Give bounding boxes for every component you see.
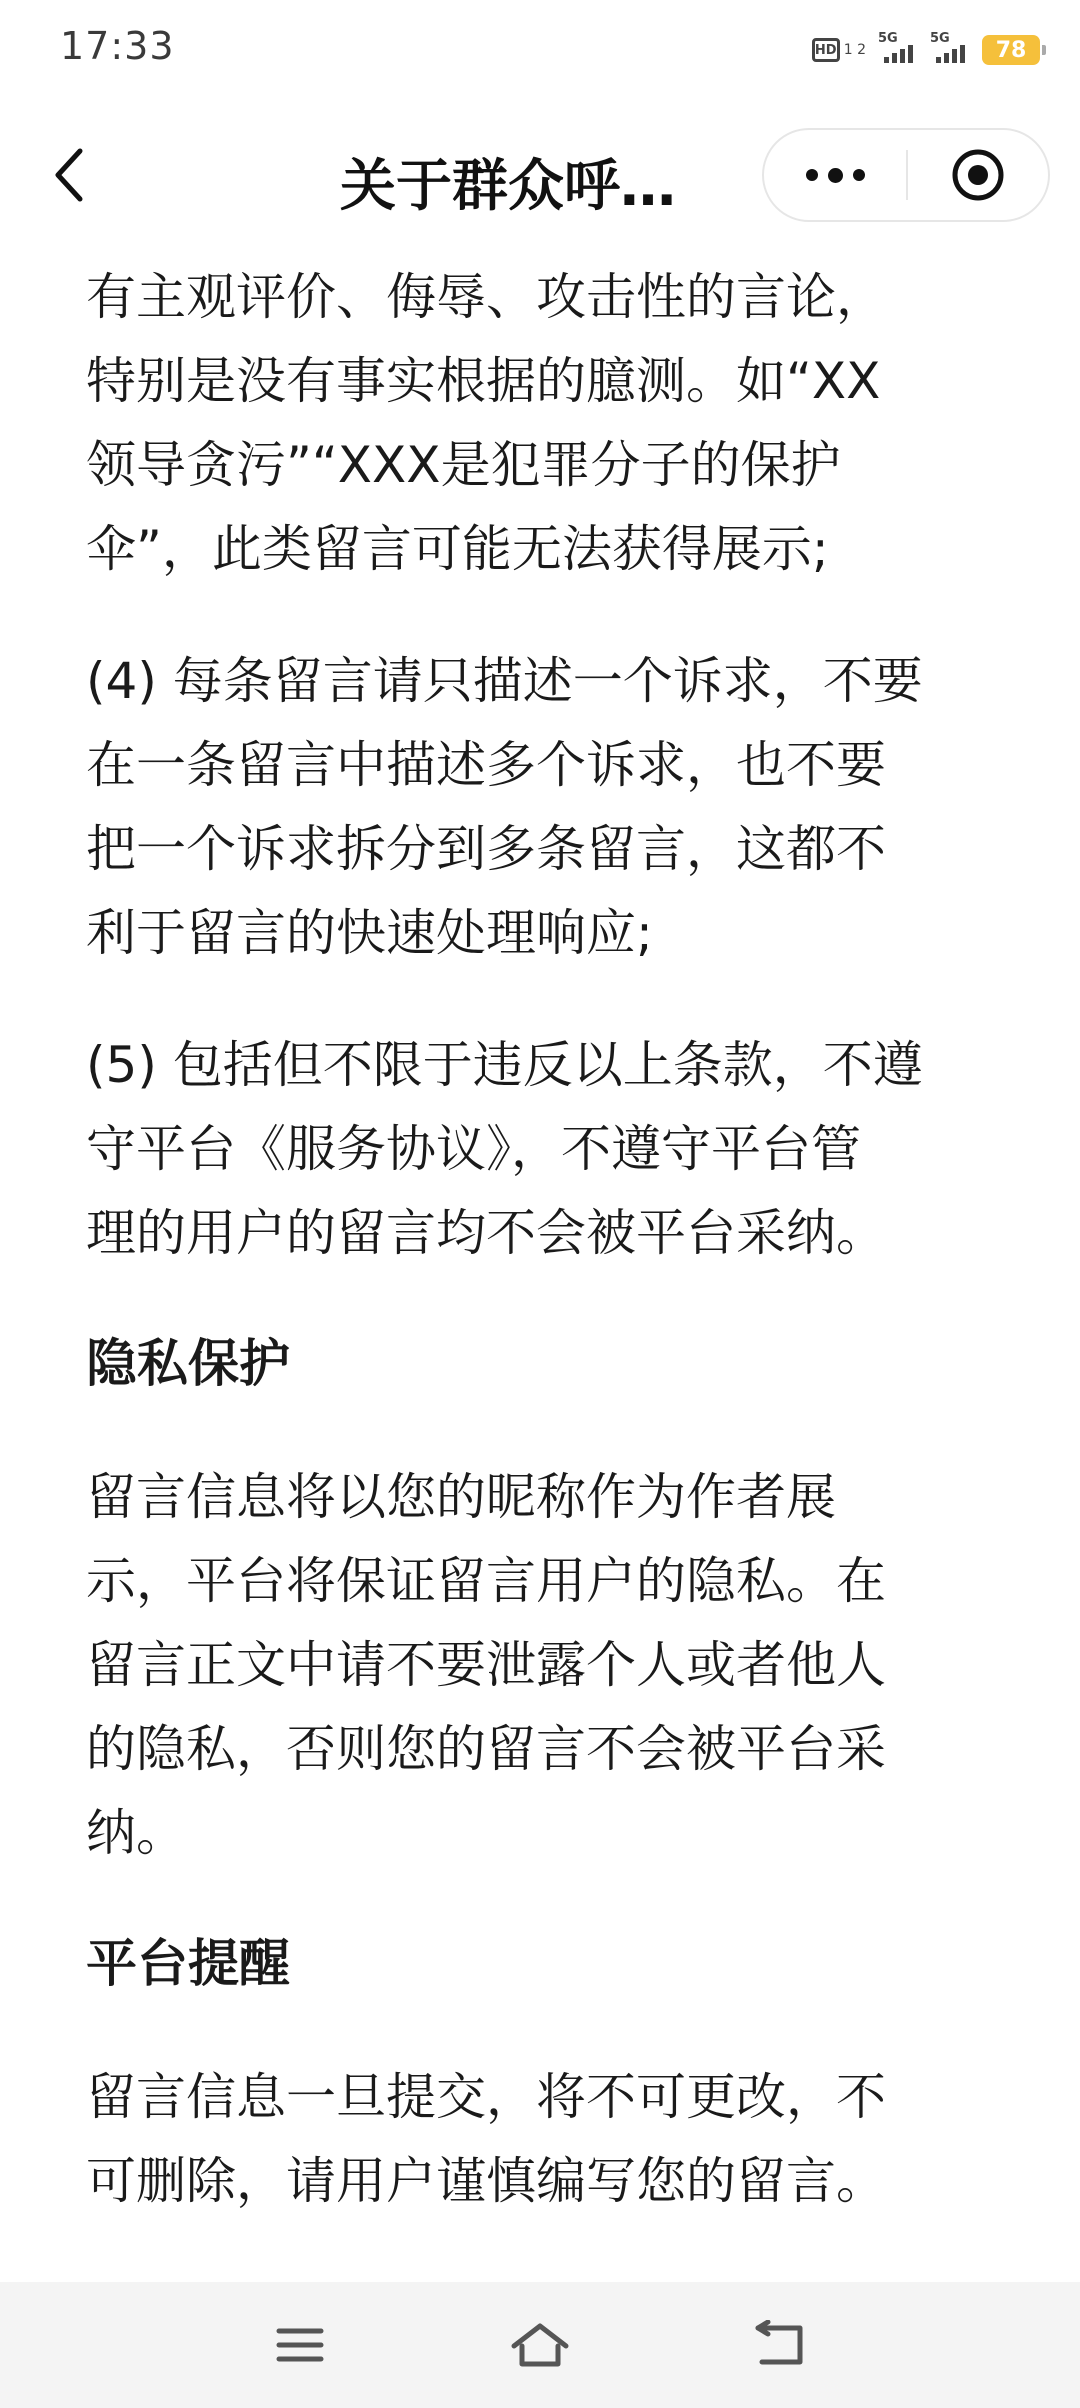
text-line: 利于留言的快速处理响应;	[86, 904, 653, 962]
text-line: 伞”，此类留言可能无法获得展示;	[86, 520, 829, 578]
status-time: 17:33	[60, 24, 175, 68]
rule-item-3	[86, 255, 1016, 591]
text-line: 理的用户的留言均不会被平台采纳。	[86, 1204, 886, 1262]
text-line: 留言正文中请不要泄露个人或者他人	[86, 1636, 886, 1694]
menu-button[interactable]	[265, 2310, 335, 2380]
section-heading-reminder: 平台提醒	[86, 1935, 291, 1994]
text-line: 领导贪污”“XXX是犯罪分子的保护	[86, 436, 841, 494]
text-line: 的隐私，否则您的留言不会被平台采	[86, 1720, 886, 1778]
text-line: 守平台《服务协议》，不遵守平台管	[86, 1120, 861, 1178]
home-button[interactable]	[505, 2310, 575, 2380]
chevron-left-icon	[50, 145, 90, 205]
signal-icon: 5G	[930, 37, 970, 63]
hd-sub-label: 1 2	[843, 42, 866, 58]
text-line: 可删除，请用户谨慎编写您的留言。	[86, 2152, 886, 2210]
text-line: (4) 每条留言请只描述一个诉求，不要	[86, 652, 923, 710]
status-icons	[812, 32, 1040, 68]
signal-icon: 5G	[878, 37, 918, 63]
close-button[interactable]	[908, 130, 1048, 220]
more-button[interactable]	[764, 130, 906, 220]
page-title: 关于群众呼…	[340, 154, 676, 219]
article-content	[86, 255, 1016, 2271]
text-line: 留言信息将以您的昵称作为作者展	[86, 1468, 836, 1526]
text-line: 把一个诉求拆分到多条留言，这都不	[86, 820, 886, 878]
target-close-icon	[950, 147, 1006, 203]
text-line: 特别是没有事实根据的臆测。如“XX	[86, 352, 881, 410]
back-button[interactable]	[40, 140, 100, 210]
hd-icon: HD	[812, 38, 840, 62]
more-dots-icon	[806, 169, 818, 181]
text-line: 在一条留言中描述多个诉求，也不要	[86, 736, 886, 794]
back-icon	[752, 2320, 808, 2370]
rule-item-5	[86, 1023, 1016, 1275]
reminder-paragraph	[86, 2055, 1016, 2223]
battery-icon: 78	[982, 35, 1040, 65]
back-nav-button[interactable]	[745, 2310, 815, 2380]
system-nav-bar	[0, 2282, 1080, 2408]
text-line: 留言信息一旦提交，将不可更改，不	[86, 2068, 886, 2126]
section-heading-privacy: 隐私保护	[86, 1335, 291, 1394]
menu-icon	[275, 2325, 325, 2365]
rule-item-4	[86, 639, 1016, 975]
text-line: 有主观评价、侮辱、攻击性的言论，	[86, 268, 886, 326]
text-line: (5) 包括但不限于违反以上条款，不遵	[86, 1036, 923, 1094]
nav-bar	[0, 120, 1080, 230]
home-icon	[510, 2320, 570, 2370]
privacy-paragraph	[86, 1455, 1016, 1875]
text-line: 示，平台将保证留言用户的隐私。在	[86, 1552, 886, 1610]
text-line: 纳。	[86, 1804, 186, 1862]
status-bar	[0, 0, 1080, 100]
mini-program-capsule	[762, 128, 1050, 222]
